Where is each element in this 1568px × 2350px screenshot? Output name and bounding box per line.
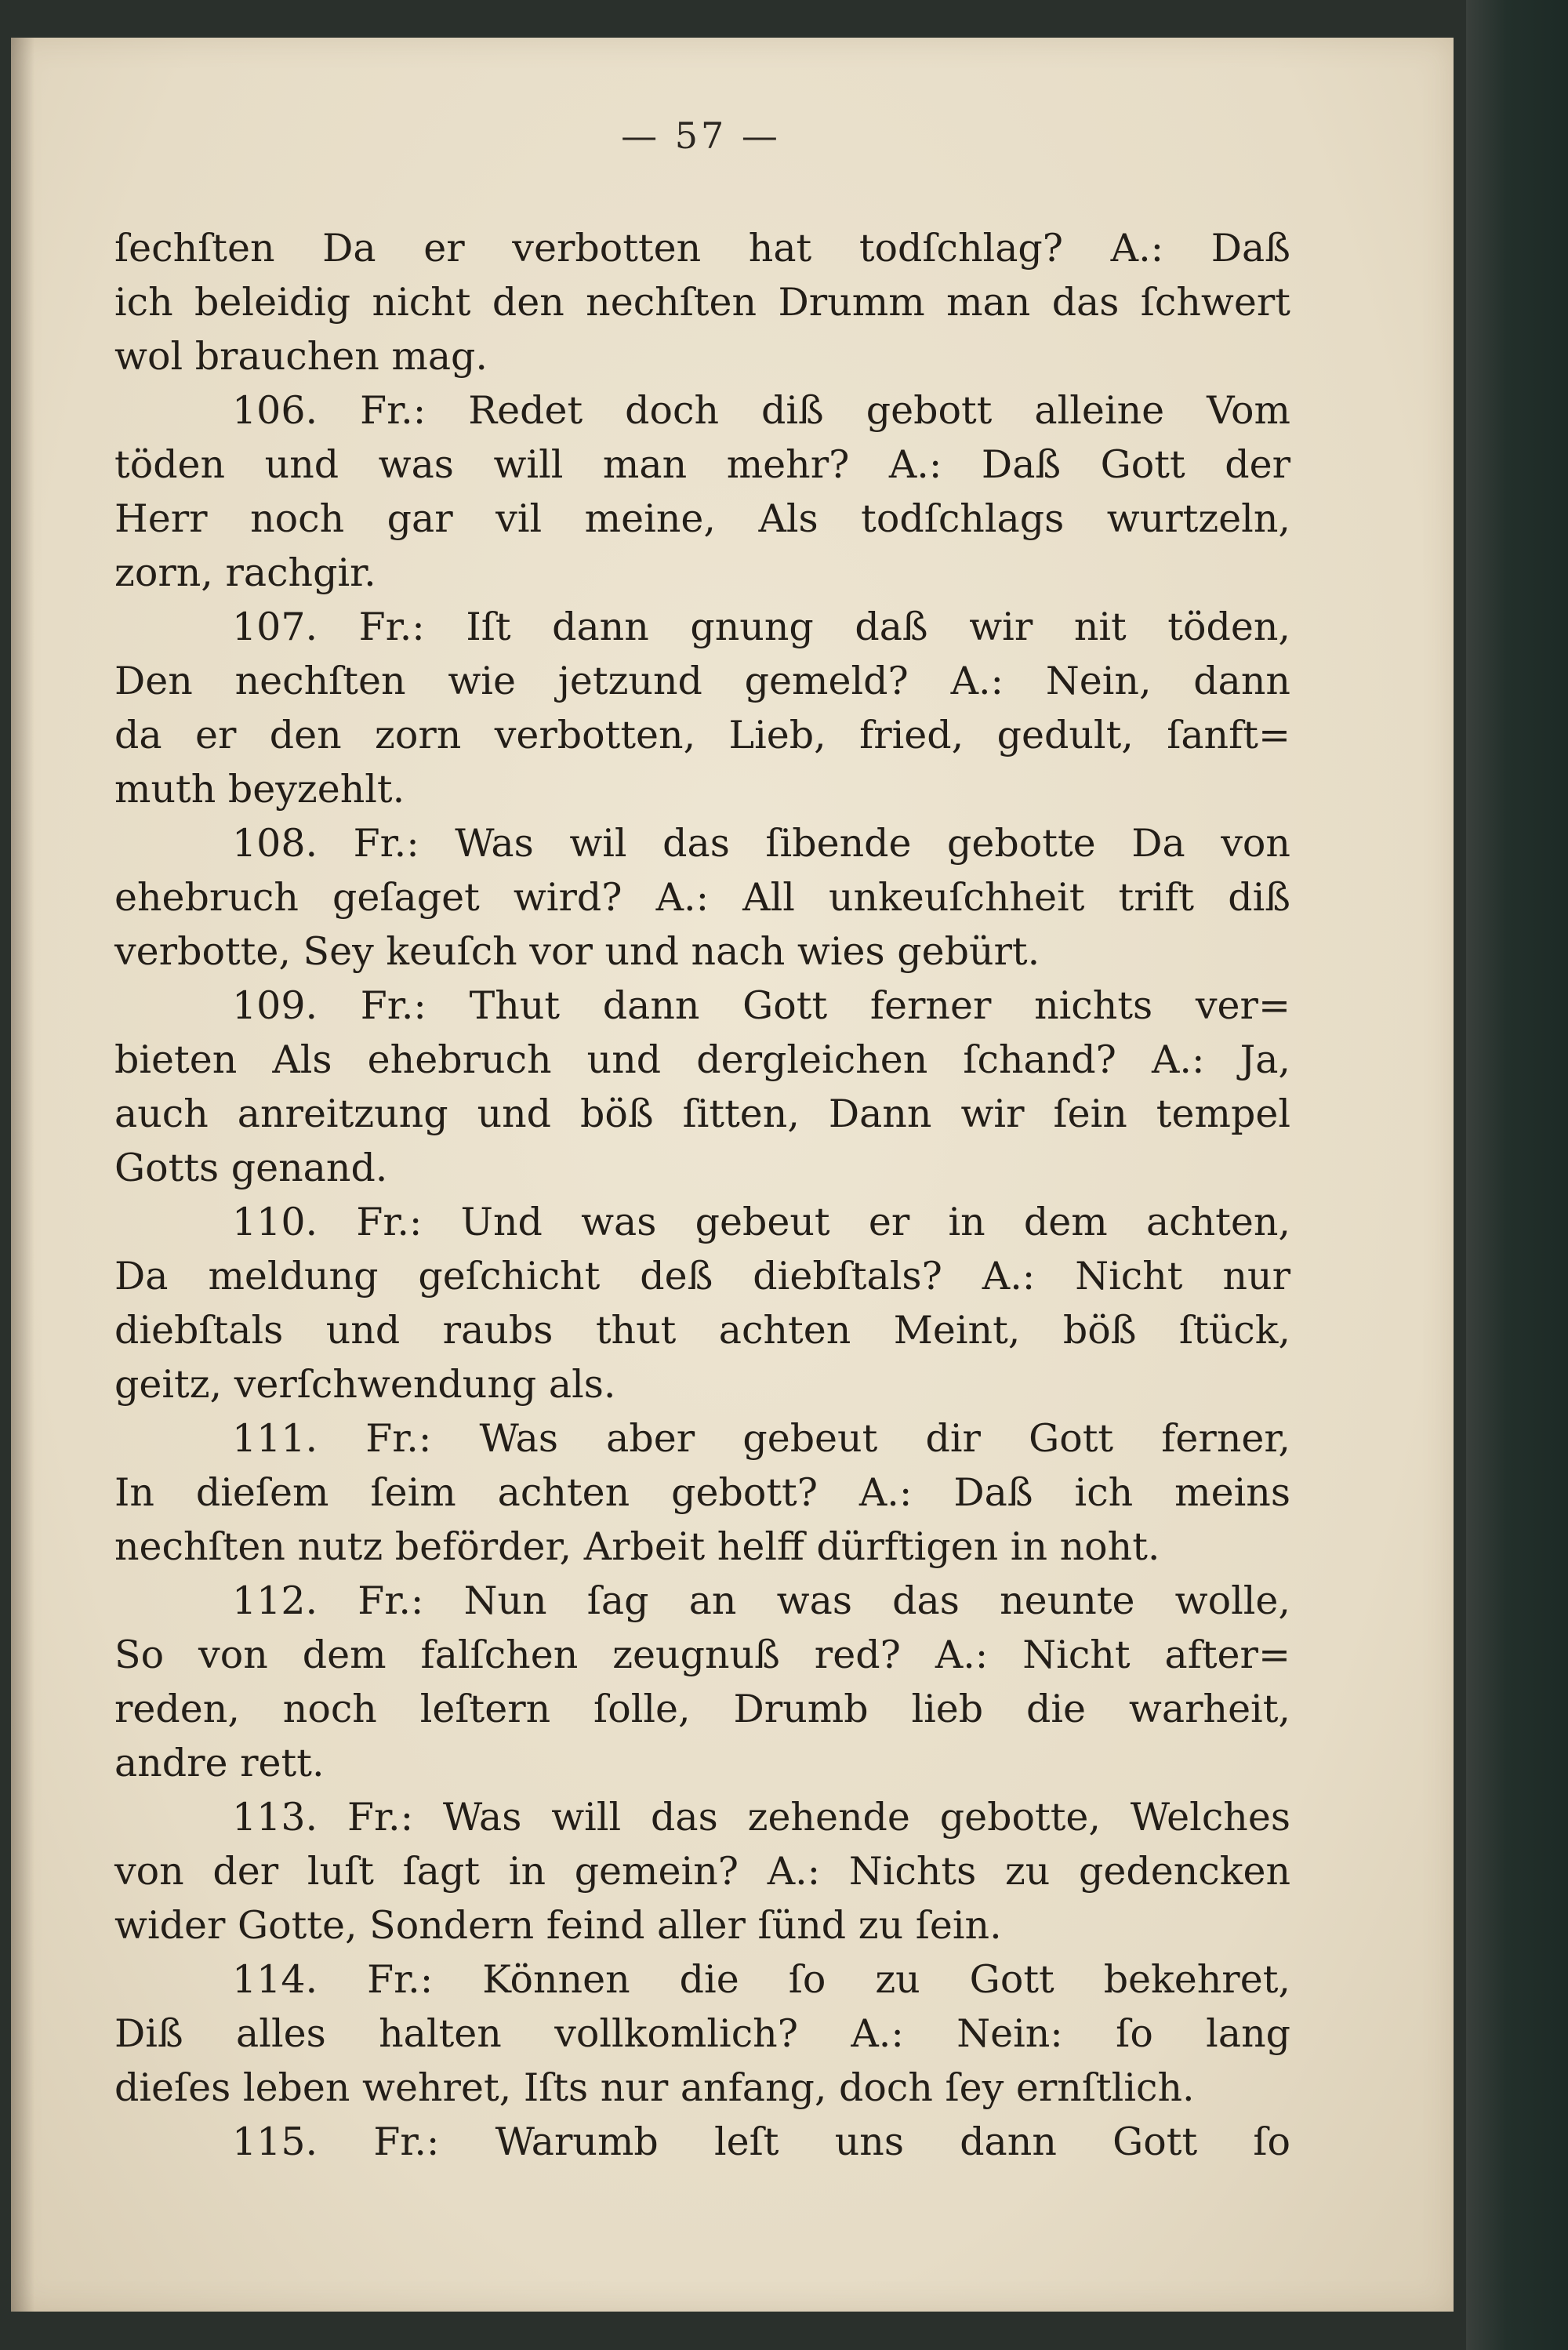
text-line: In dieſem ſeim achten gebott? A.: Daß ich meins [114,1470,1290,1515]
text-line: ehebruch geſaget wird? A.: All unkeuſchheit trift diß [114,875,1290,920]
text-line: andre rett. [114,1741,325,1785]
text-line: 110. Fr.: Und was gebeut er in dem achten, [232,1200,1290,1244]
text-line: 112. Fr.: Nun ſag an was das neunte wolle, [232,1578,1290,1623]
text-line: So von dem falſchen zeugnuß red? A.: Nicht after= [114,1633,1290,1677]
book-page [11,38,1454,2312]
text-line: 115. Fr.: Warumb leſt uns dann Gott ſo [232,2119,1290,2164]
text-line: wol brauchen mag. [114,334,488,379]
gutter-shadow [11,38,34,2312]
text-line: 109. Fr.: Thut dann Gott ferner nichts ver= [232,983,1290,1028]
text-line: nechſten nutz beförder, Arbeit helff dürftigen in noht. [114,1524,1160,1569]
text-line: ſechſten Da er verbotten hat todſchlag? A.: Daß [114,226,1290,271]
text-line: Gotts genand. [114,1146,388,1190]
text-line: 108. Fr.: Was wil das ſibende gebotte Da von [232,821,1290,866]
page-number: — 57 — [621,114,781,157]
text-line: Da meldung geſchicht deß diebſtals? A.: Nicht nur [114,1254,1290,1298]
text-line: 107. Fr.: Iſt dann gnung daß wir nit töden, [232,605,1290,649]
text-line: wider Gotte, Sondern feind aller ſünd zu ſein. [114,1903,1002,1948]
text-line: 114. Fr.: Können die ſo zu Gott bekehret, [232,1957,1290,2002]
page-body-text [114,221,1290,2169]
text-line: da er den zorn verbotten, Lieb, fried, gedult, ſanft= [114,713,1290,757]
text-line: verbotte, Sey keuſch vor und nach wies gebürt. [114,929,1040,974]
text-line: dieſes leben wehret, Iſts nur anfang, doch ſey ernſtlich. [114,2065,1195,2110]
text-line: muth beyzehlt. [114,767,405,812]
text-line: Diß alles halten vollkomlich? A.: Nein: ſo lang [114,2011,1290,2056]
text-line: bieten Als ehebruch und dergleichen ſchand? A.: Ja, [114,1037,1290,1082]
text-line: reden, noch leſtern ſolle, Drumb lieb die warheit, [114,1687,1290,1731]
text-line: 113. Fr.: Was will das zehende gebotte, Welches [232,1795,1290,1840]
text-line: von der luſt ſagt in gemein? A.: Nichts zu gedencken [114,1849,1290,1894]
text-line: zorn, rachgir. [114,550,376,595]
text-line: Herr noch gar vil meine, Als todſchlags wurtzeln, [114,496,1290,541]
text-line: geitz, verſchwendung als. [114,1362,616,1407]
text-line: töden und was will man mehr? A.: Daß Gott der [114,442,1290,487]
text-line: 111. Fr.: Was aber gebeut dir Gott ferner, [232,1416,1290,1461]
book-cover-edge [1466,0,1568,2350]
text-line: ich beleidig nicht den nechſten Drumm man das ſchwert [114,280,1290,325]
text-line: 106. Fr.: Redet doch diß gebott alleine Vom [232,388,1290,433]
text-line: Den nechſten wie jetzund gemeld? A.: Nein, dann [114,659,1290,703]
text-line: auch anreitzung und böß ſitten, Dann wir ſein tempel [114,1091,1290,1136]
text-line: diebſtals und raubs thut achten Meint, böß ſtück, [114,1308,1290,1353]
